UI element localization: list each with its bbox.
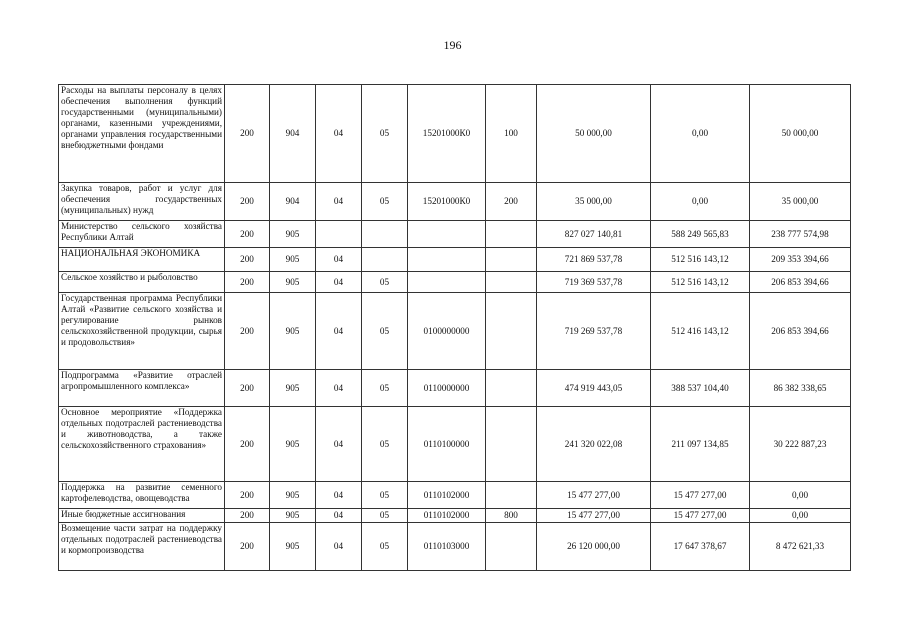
cell-v1: 15 477 277,00 <box>537 482 651 509</box>
cell-c4: 05 <box>362 272 408 293</box>
cell-c1: 200 <box>225 272 270 293</box>
cell-v2: 17 647 378,67 <box>651 523 750 571</box>
cell-c1: 200 <box>225 293 270 370</box>
cell-c2: 905 <box>270 221 316 248</box>
cell-v3: 206 853 394,66 <box>750 293 851 370</box>
cell-c4: 05 <box>362 523 408 571</box>
cell-v2: 15 477 277,00 <box>651 482 750 509</box>
cell-c4 <box>362 221 408 248</box>
cell-v1: 35 000,00 <box>537 183 651 221</box>
table-row <box>59 509 851 523</box>
cell-c3: 04 <box>316 407 362 482</box>
row-name: Сельское хозяйство и рыболовство <box>59 272 225 293</box>
cell-c6 <box>486 272 537 293</box>
cell-v2: 512 516 143,12 <box>651 272 750 293</box>
cell-c1: 200 <box>225 509 270 523</box>
row-name: Министерство сельского хозяйства Республики Алтай <box>59 221 225 248</box>
cell-c4: 05 <box>362 407 408 482</box>
table-row <box>59 523 851 571</box>
cell-c3: 04 <box>316 509 362 523</box>
cell-c5 <box>408 272 486 293</box>
budget-table <box>58 84 851 571</box>
cell-c6 <box>486 407 537 482</box>
cell-v3: 35 000,00 <box>750 183 851 221</box>
cell-c4: 05 <box>362 509 408 523</box>
cell-c3: 04 <box>316 183 362 221</box>
cell-c5: 0110100000 <box>408 407 486 482</box>
cell-c2: 904 <box>270 85 316 183</box>
cell-v2: 512 416 143,12 <box>651 293 750 370</box>
cell-c5: 0110102000 <box>408 482 486 509</box>
row-name: Иные бюджетные ассигнования <box>59 509 225 523</box>
table-row <box>59 370 851 407</box>
cell-v3: 0,00 <box>750 482 851 509</box>
cell-c4: 05 <box>362 370 408 407</box>
cell-v3: 206 853 394,66 <box>750 272 851 293</box>
table-row <box>59 293 851 370</box>
cell-c1: 200 <box>225 370 270 407</box>
row-name: Закупка товаров, работ и услуг для обеспечения государственных (муниципальных) нужд <box>59 183 225 221</box>
cell-c6 <box>486 248 537 272</box>
cell-v2: 588 249 565,83 <box>651 221 750 248</box>
cell-c3: 04 <box>316 523 362 571</box>
cell-c2: 904 <box>270 183 316 221</box>
row-name: Расходы на выплаты персоналу в целях обеспечения выполнения функций государственными (муниципальными) органами, казенными учреждениями, органами управления государственными внебюджетными фондами <box>59 85 225 183</box>
cell-v3: 0,00 <box>750 509 851 523</box>
cell-v2: 512 516 143,12 <box>651 248 750 272</box>
cell-c2: 905 <box>270 272 316 293</box>
cell-v1: 827 027 140,81 <box>537 221 651 248</box>
row-name: Поддержка на развитие семенного картофелеводства, овощеводства <box>59 482 225 509</box>
cell-v1: 50 000,00 <box>537 85 651 183</box>
cell-v2: 388 537 104,40 <box>651 370 750 407</box>
cell-c6 <box>486 482 537 509</box>
cell-v3: 8 472 621,33 <box>750 523 851 571</box>
cell-c3: 04 <box>316 370 362 407</box>
cell-v1: 26 120 000,00 <box>537 523 651 571</box>
cell-c6 <box>486 370 537 407</box>
cell-c2: 905 <box>270 523 316 571</box>
cell-c5 <box>408 221 486 248</box>
cell-c4: 05 <box>362 183 408 221</box>
cell-c3: 04 <box>316 272 362 293</box>
cell-c3 <box>316 221 362 248</box>
cell-v3: 86 382 338,65 <box>750 370 851 407</box>
cell-v1: 719 269 537,78 <box>537 293 651 370</box>
cell-c4: 05 <box>362 293 408 370</box>
cell-v1: 15 477 277,00 <box>537 509 651 523</box>
cell-v3: 30 222 887,23 <box>750 407 851 482</box>
table-row <box>59 482 851 509</box>
cell-c6 <box>486 293 537 370</box>
cell-c5: 15201000К0 <box>408 85 486 183</box>
table-row <box>59 248 851 272</box>
cell-v2: 211 097 134,85 <box>651 407 750 482</box>
cell-c3: 04 <box>316 482 362 509</box>
row-name: Государственная программа Республики Алтай «Развитие сельского хозяйства и регулирование рынков сельскохозяйственной продукции, сырья и продовольствия» <box>59 293 225 370</box>
cell-v2: 15 477 277,00 <box>651 509 750 523</box>
cell-c2: 905 <box>270 407 316 482</box>
cell-v2: 0,00 <box>651 85 750 183</box>
cell-c6: 800 <box>486 509 537 523</box>
cell-c4: 05 <box>362 85 408 183</box>
cell-v3: 50 000,00 <box>750 85 851 183</box>
table-row <box>59 407 851 482</box>
cell-c1: 200 <box>225 248 270 272</box>
cell-c1: 200 <box>225 183 270 221</box>
table-row <box>59 221 851 248</box>
cell-c5: 0110103000 <box>408 523 486 571</box>
cell-c5: 15201000К0 <box>408 183 486 221</box>
cell-c1: 200 <box>225 482 270 509</box>
cell-v1: 719 369 537,78 <box>537 272 651 293</box>
table-row <box>59 272 851 293</box>
cell-c5: 0110102000 <box>408 509 486 523</box>
cell-v3: 209 353 394,66 <box>750 248 851 272</box>
cell-c5: 0100000000 <box>408 293 486 370</box>
cell-c1: 200 <box>225 407 270 482</box>
row-name: Подпрограмма «Развитие отраслей агропромышленного комплекса» <box>59 370 225 407</box>
cell-v2: 0,00 <box>651 183 750 221</box>
cell-c6 <box>486 221 537 248</box>
cell-c6: 200 <box>486 183 537 221</box>
cell-c6 <box>486 523 537 571</box>
cell-c4 <box>362 248 408 272</box>
cell-c2: 905 <box>270 509 316 523</box>
cell-c3: 04 <box>316 293 362 370</box>
cell-v1: 474 919 443,05 <box>537 370 651 407</box>
cell-c2: 905 <box>270 370 316 407</box>
cell-c5: 0110000000 <box>408 370 486 407</box>
cell-c4: 05 <box>362 482 408 509</box>
cell-c2: 905 <box>270 293 316 370</box>
row-name: Возмещение части затрат на поддержку отдельных подотраслей растениеводства и кормопроизводства <box>59 523 225 571</box>
table-row <box>59 183 851 221</box>
page-number: 196 <box>443 38 462 52</box>
cell-c2: 905 <box>270 482 316 509</box>
cell-c1: 200 <box>225 85 270 183</box>
cell-v1: 241 320 022,08 <box>537 407 651 482</box>
row-name: НАЦИОНАЛЬНАЯ ЭКОНОМИКА <box>59 248 225 272</box>
cell-v1: 721 869 537,78 <box>537 248 651 272</box>
cell-c2: 905 <box>270 248 316 272</box>
cell-c3: 04 <box>316 248 362 272</box>
cell-c3: 04 <box>316 85 362 183</box>
table-row <box>59 85 851 183</box>
cell-c5 <box>408 248 486 272</box>
row-name: Основное мероприятие «Поддержка отдельных подотраслей растениеводства и животноводства, а также сельскохозяйственного страхования» <box>59 407 225 482</box>
cell-v3: 238 777 574,98 <box>750 221 851 248</box>
cell-c1: 200 <box>225 523 270 571</box>
cell-c1: 200 <box>225 221 270 248</box>
cell-c6: 100 <box>486 85 537 183</box>
